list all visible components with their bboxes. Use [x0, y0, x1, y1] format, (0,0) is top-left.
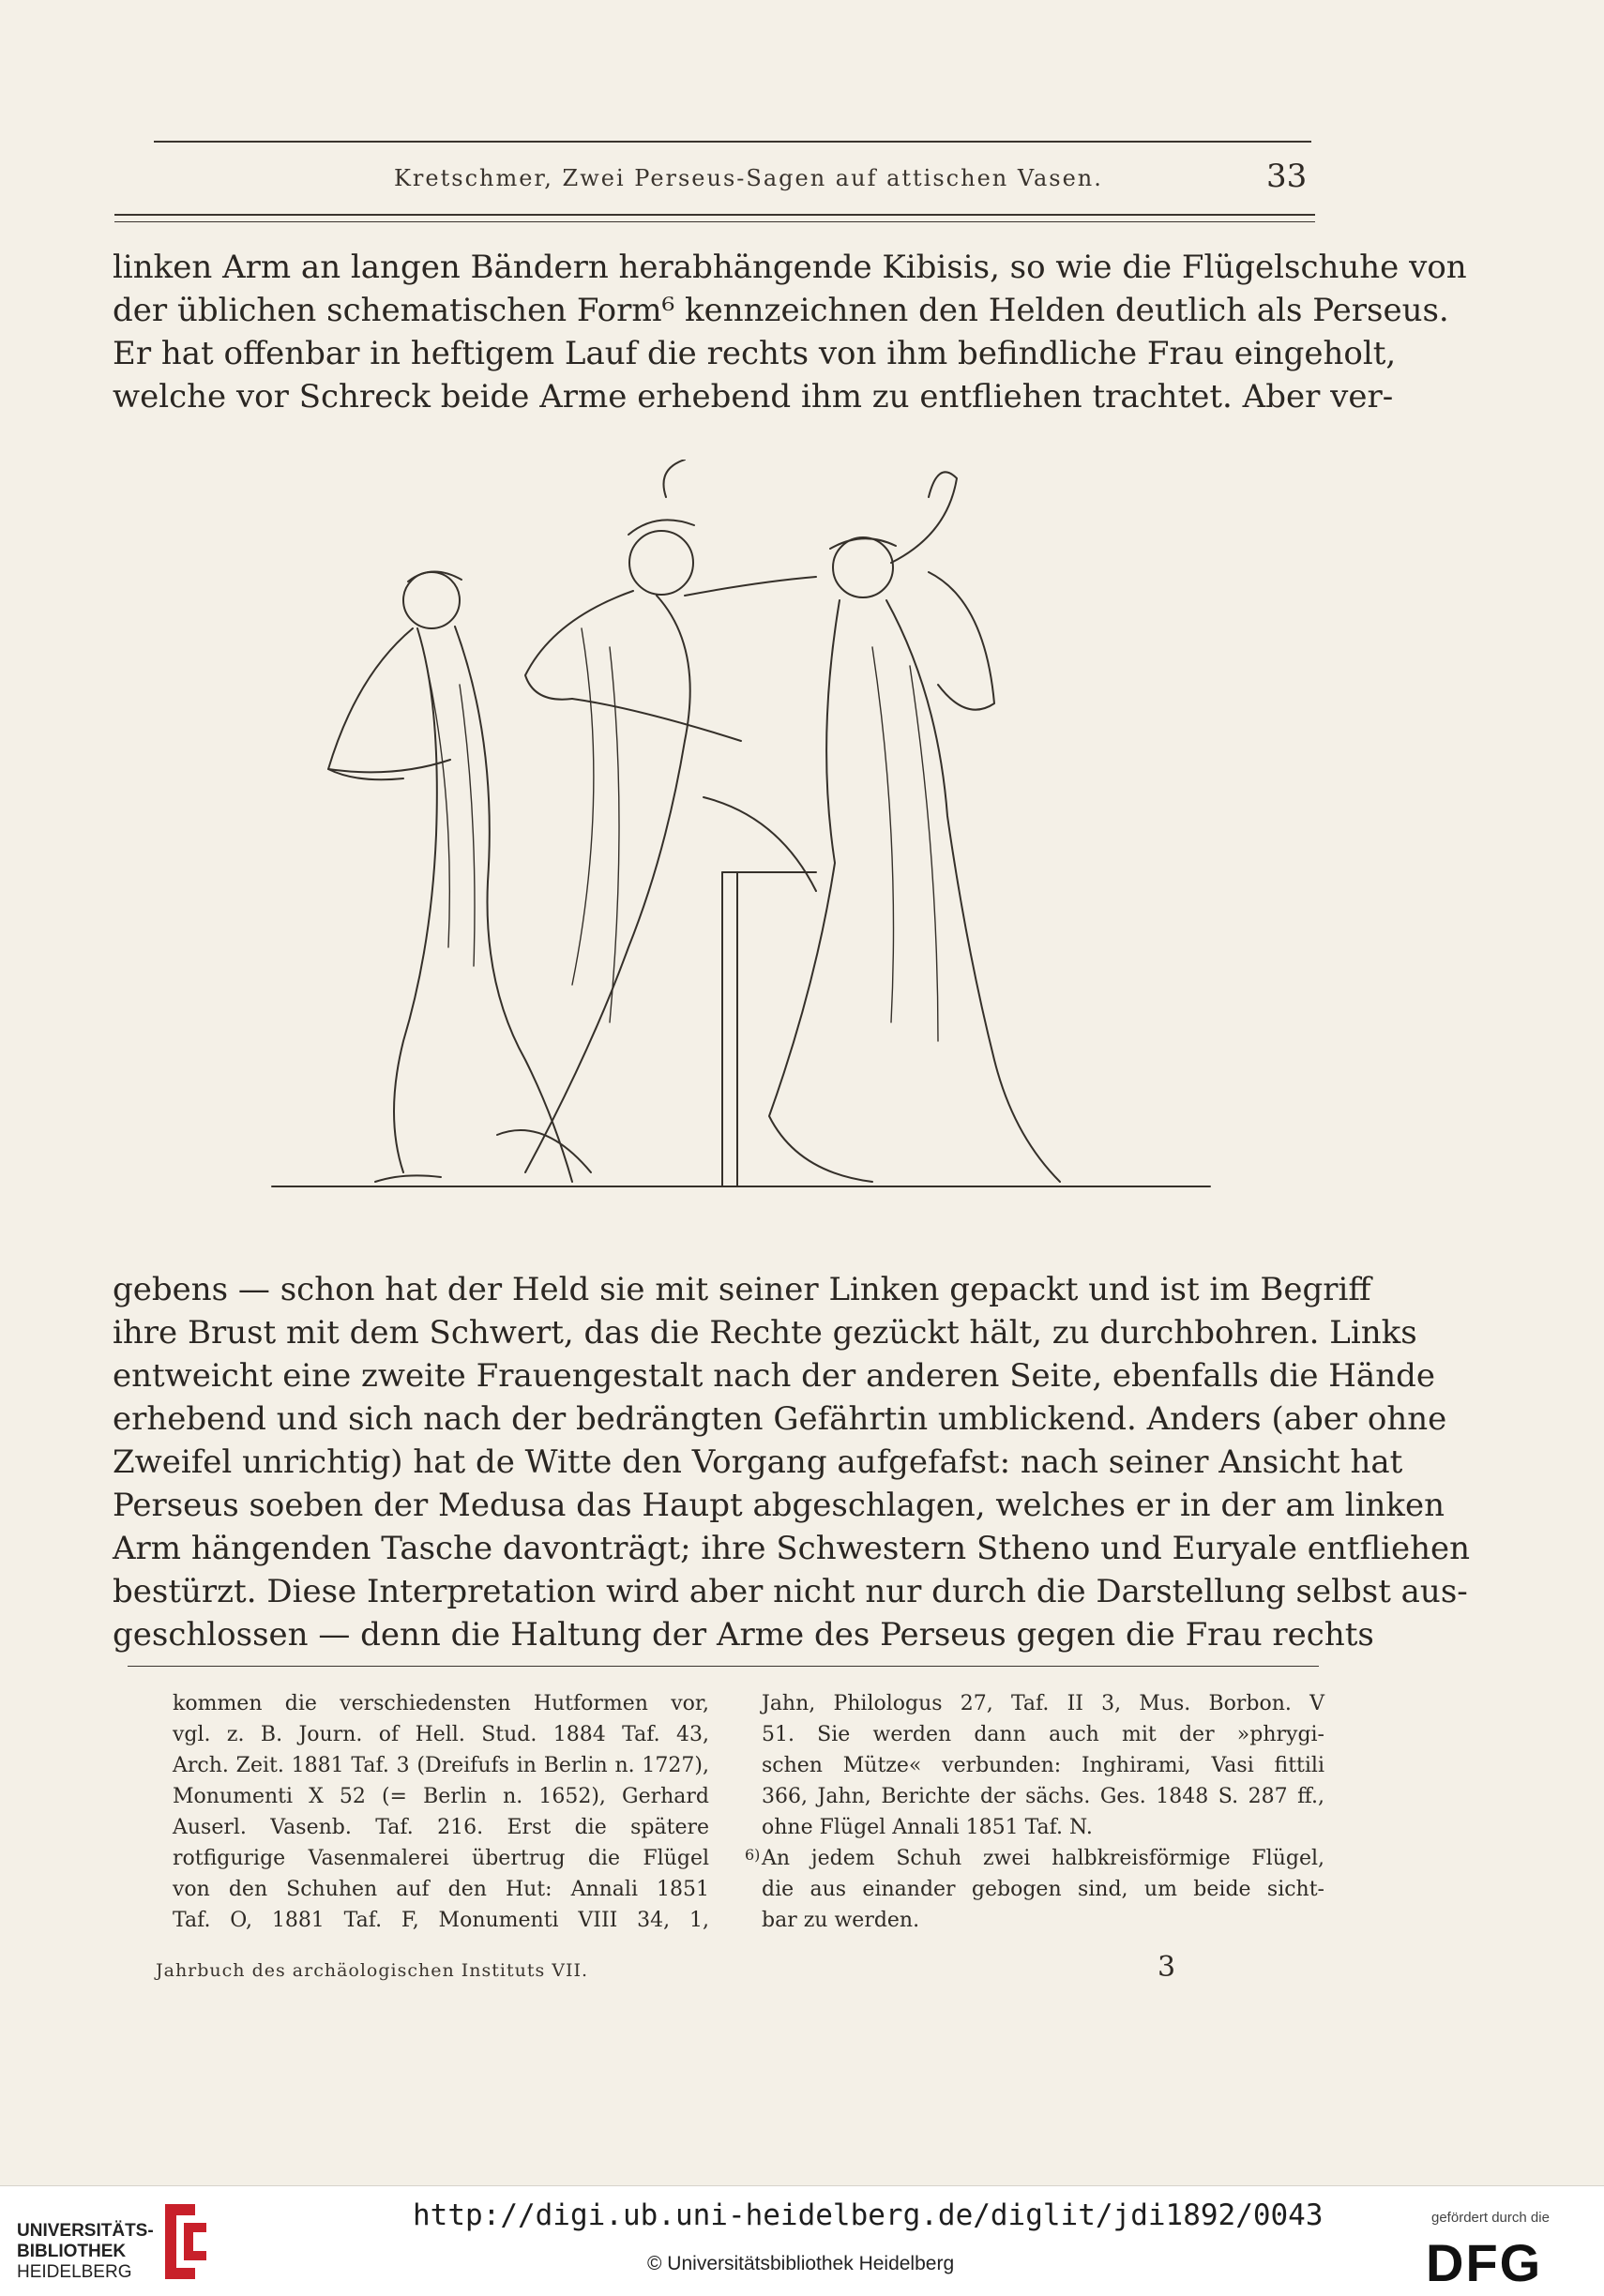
body-paragraph-2	[113, 1268, 1471, 1656]
footnote-line: kommen die verschiedensten Hutformen vor,	[173, 1692, 709, 1715]
footnote-separator	[128, 1666, 1319, 1667]
running-head: Kretschmer, Zwei Perseus-Sagen auf attischen Vasen.	[394, 165, 1103, 191]
footnote-6	[745, 1843, 1324, 1936]
footnote-line: schen Mütze« verbunden: Inghirami, Vasi fittili	[762, 1754, 1324, 1777]
footnote-line: von den Schuhen auf den Hut: Annali 1851	[173, 1878, 709, 1901]
library-name-line3: HEIDELBERG	[17, 2262, 132, 2282]
footnote-line: ohne Flügel Annali 1851 Taf. N.	[762, 1816, 1093, 1839]
library-logo-text	[17, 2221, 154, 2283]
text-line: Zweifel unrichtig) hat de Witte den Vorgang aufgefafst: nach seiner Ansicht hat	[113, 1443, 1403, 1481]
text-line: geschlossen — denn die Haltung der Arme des Perseus gegen die Frau rechts	[113, 1616, 1374, 1654]
perseus-figure	[497, 460, 816, 1172]
vase-painting-illustration	[216, 460, 1229, 1210]
footnote-line: bar zu werden.	[762, 1909, 920, 1932]
footnote-6-marker: 6)	[745, 1846, 761, 1864]
body-paragraph-1	[113, 246, 1467, 418]
text-line: bestürzt. Diese Interpretation wird aber nicht nur durch die Darstellung selbst aus-	[113, 1573, 1468, 1610]
library-name-line1: UNIVERSITÄTS-	[17, 2221, 154, 2241]
text-line: Perseus soeben der Medusa das Haupt abgeschlagen, welches er in der am linken	[113, 1487, 1445, 1524]
library-name-line2: BIBLIOTHEK	[17, 2242, 127, 2261]
footnote-line: Monumenti X 52 (= Berlin n. 1652), Gerhard	[173, 1785, 709, 1808]
left-woman-figure	[328, 571, 572, 1182]
text-line: ihre Brust mit dem Schwert, das die Rechte gezückt hält, zu durchbohren. Links	[113, 1314, 1417, 1352]
signature-mark: 3	[1158, 1951, 1176, 1984]
altar-pillar	[722, 872, 816, 1186]
copyright-notice: © Universitätsbibliothek Heidelberg	[647, 2253, 955, 2274]
text-line: der üblichen schematischen Form⁶ kennzeichnen den Helden deutlich als Perseus.	[113, 292, 1449, 329]
footnote-line: An jedem Schuh zwei halbkreisförmige Flügel,	[762, 1847, 1324, 1870]
footnotes-right-column	[745, 1688, 1324, 1936]
footnote-line: rotfigurige Vasenmalerei übertrug die Flügel	[173, 1847, 709, 1870]
header-rule-top	[154, 141, 1311, 143]
text-line: Arm hängenden Tasche davonträgt; ihre Schwestern Stheno und Euryale entfliehen	[113, 1530, 1471, 1567]
text-line: Er hat offenbar in heftigem Lauf die rechts von ihm befindliche Frau eingeholt,	[113, 335, 1397, 372]
right-woman-figure	[769, 472, 1060, 1182]
footnote-line: die aus einander gebogen sind, um beide sicht-	[762, 1878, 1324, 1901]
footnote-line: 51. Sie werden dann auch mit der »phrygi-	[762, 1723, 1324, 1746]
text-line: gebens — schon hat der Held sie mit seiner Linken gepackt und ist im Begriff	[113, 1271, 1371, 1308]
footnote-line: Jahn, Philologus 27, Taf. II 3, Mus. Borbon. V	[762, 1692, 1324, 1715]
header-rule-double-1	[114, 214, 1315, 216]
footnote-line: vgl. z. B. Journ. of Hell. Stud. 1884 Taf. 43,	[173, 1723, 709, 1746]
permalink-link[interactable]: http://digi.ub.uni-heidelberg.de/diglit/jdi1892/0043	[413, 2198, 1324, 2232]
text-line: entweicht eine zweite Frauengestalt nach der anderen Seite, ebenfalls die Hände	[113, 1357, 1435, 1395]
text-line: linken Arm an langen Bändern herabhängende Kibisis, so wie die Flügelschuhe von	[113, 249, 1467, 286]
text-line: welche vor Schreck beide Arme erhebend ihm zu entfliehen trachtet. Aber ver-	[113, 378, 1394, 415]
page-number: 33	[1266, 158, 1308, 195]
dfg-logo: DFG	[1426, 2233, 1543, 2292]
header-rule-double-2	[114, 221, 1315, 222]
text-line: erhebend und sich nach der bedrängten Gefährtin umblickend. Anders (aber ohne	[113, 1400, 1447, 1438]
journal-footer: Jahrbuch des archäologischen Instituts VII.	[156, 1960, 589, 1981]
library-logo-icon	[158, 2195, 214, 2288]
footnote-line: Auserl. Vasenb. Taf. 216. Erst die spätere	[173, 1816, 709, 1839]
footnote-line: 366, Jahn, Berichte der sächs. Ges. 1848 S. 287 ff.,	[762, 1785, 1324, 1808]
footnote-line: Taf. O, 1881 Taf. F, Monumenti VIII 34, 1,	[173, 1909, 709, 1932]
footnotes-left-column	[173, 1688, 709, 1936]
funding-label: gefördert durch die	[1431, 2210, 1550, 2226]
footnote-line: Arch. Zeit. 1881 Taf. 3 (Dreifufs in Berlin n. 1727),	[173, 1754, 709, 1777]
